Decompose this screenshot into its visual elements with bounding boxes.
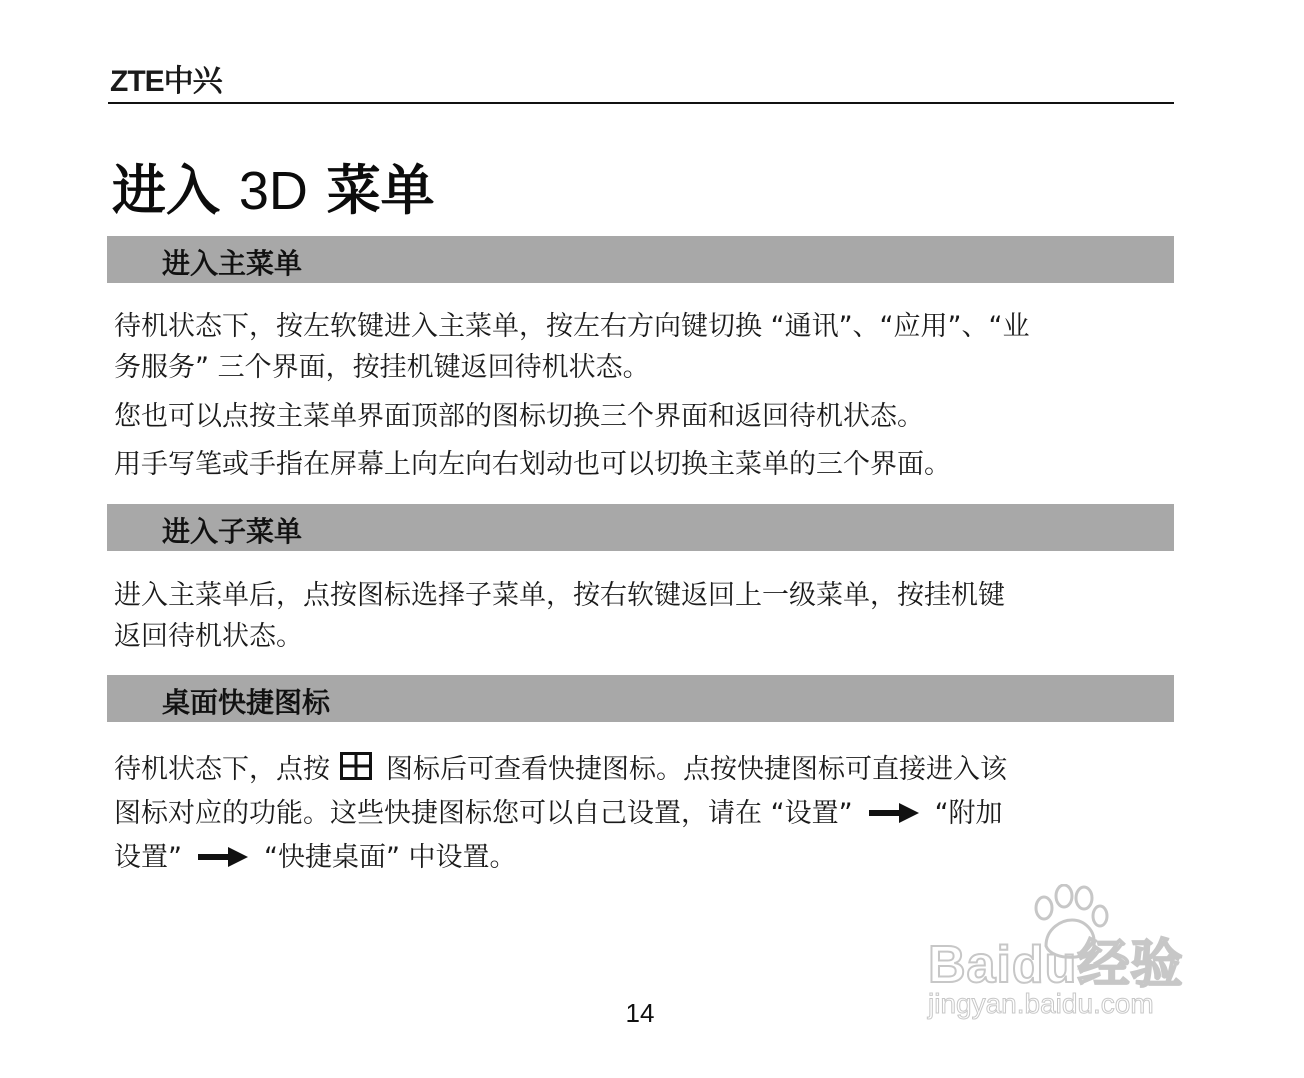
text-line: 返回待机状态。	[114, 621, 303, 652]
text-segment: 设置”	[114, 842, 182, 873]
page-number: 14	[625, 998, 655, 1028]
section-heading-desktop-shortcuts	[107, 675, 1174, 722]
text-line: 您也可以点按主菜单界面顶部的图标切换三个界面和返回待机状态。	[114, 401, 924, 432]
text-segment: 图标后可查看快捷图标。点按快捷图标可直接进入该	[386, 754, 1007, 785]
text-line: 用手写笔或手指在屏幕上向左向右划动也可以切换主菜单的三个界面。	[114, 449, 951, 480]
text-line: 待机状态下，按左软键进入主菜单，按左右方向键切换 “通讯”、“应用”、“业	[114, 311, 1030, 342]
paragraph-sub-menu	[114, 575, 1170, 657]
zte-logo: ZTE中兴	[110, 65, 222, 98]
text-segment: 待机状态下，点按	[114, 754, 330, 785]
text-segment: 图标对应的功能。这些快捷图标您可以自己设置，请在 “设置”	[114, 798, 853, 829]
paragraph-main-menu-2	[114, 396, 1170, 437]
page-title	[112, 148, 435, 225]
paragraph-desktop-shortcuts	[114, 748, 1170, 880]
text-line	[114, 792, 1170, 836]
text-line	[114, 836, 1170, 880]
page-header	[108, 56, 1174, 104]
section-heading-text: 桌面快捷图标	[162, 686, 331, 719]
text-line: 务服务” 三个界面，按挂机键返回待机状态。	[114, 352, 650, 383]
title-prefix: 进入	[112, 159, 220, 222]
watermark-url: jingyan.baidu.com	[928, 988, 1154, 1019]
paragraph-main-menu-1	[114, 306, 1170, 388]
section-heading-text: 进入子菜单	[162, 515, 303, 548]
watermark-brand: Baidu经验	[928, 936, 1184, 994]
title-latin: 3D	[238, 161, 308, 221]
text-line	[114, 748, 1170, 792]
section-heading-text: 进入主菜单	[162, 247, 303, 280]
paragraph-main-menu-3	[114, 444, 1170, 485]
title-suffix: 菜单	[326, 159, 435, 222]
right-arrow-icon	[198, 847, 248, 867]
baidu-watermark	[922, 884, 1232, 1034]
section-heading-sub-menu	[107, 504, 1174, 551]
text-line: 进入主菜单后，点按图标选择子菜单，按右软键返回上一级菜单，按挂机键	[114, 580, 1005, 611]
right-arrow-icon	[869, 803, 919, 823]
text-segment: “快捷桌面” 中设置。	[264, 842, 517, 873]
section-heading-main-menu	[107, 236, 1174, 283]
text-segment: “附加	[934, 798, 1003, 829]
grid-icon	[340, 752, 372, 780]
